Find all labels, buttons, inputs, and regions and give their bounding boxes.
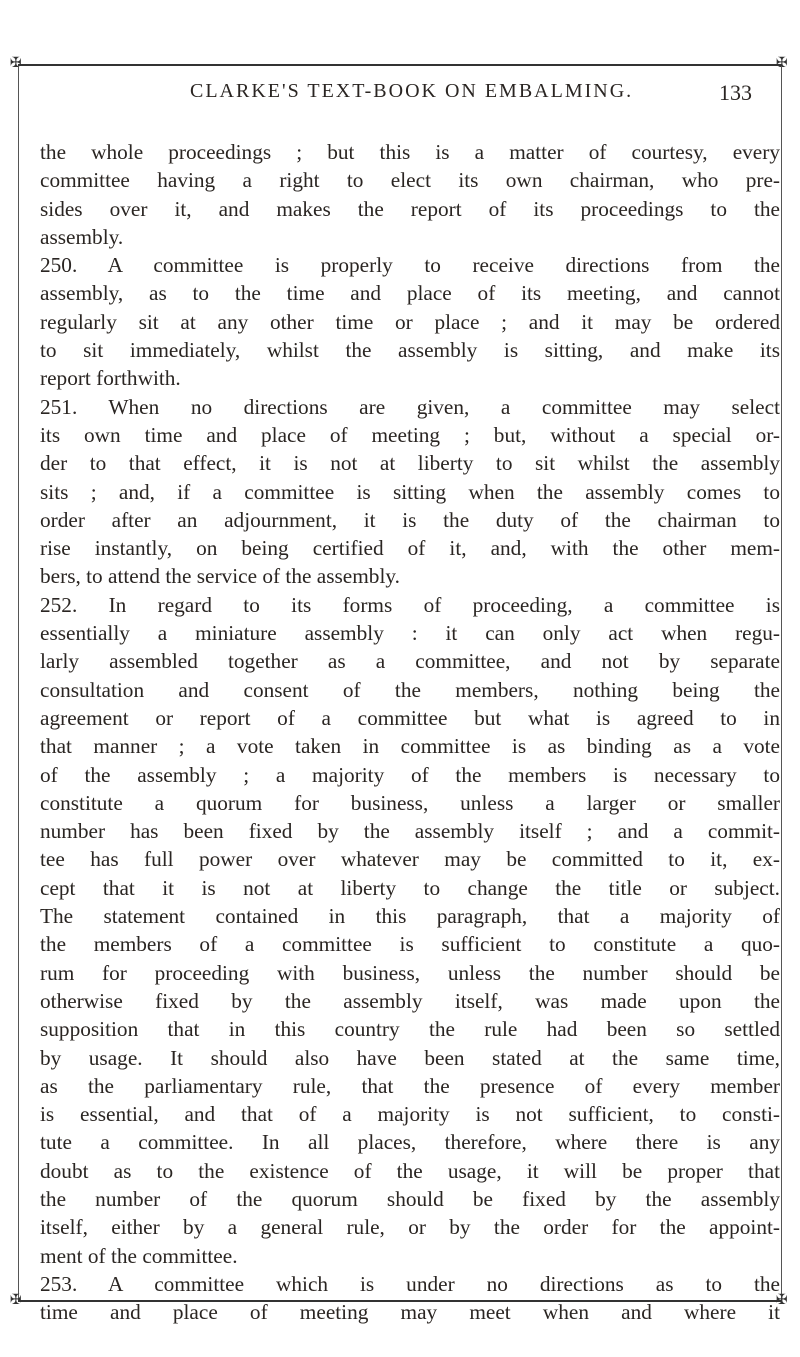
text-line: the number of the quorum should be fixed by the assembly — [40, 1186, 780, 1211]
text-line: agreement or report of a committee but what is agreed to in — [40, 705, 780, 730]
paragraph — [40, 138, 780, 251]
text-line: as the parliamentary rule, that the presence of every member — [40, 1073, 780, 1098]
corner-ornament-icon: ✠ — [10, 55, 22, 71]
text-line: tee has full power over whatever may be committed to it, ex- — [40, 847, 780, 872]
text-line: assembly. — [40, 224, 124, 249]
text-line: cept that it is not at liberty to change the title or subject. — [40, 875, 780, 900]
corner-ornament-icon: ✠ — [776, 55, 788, 71]
text-line: der to that effect, it is not at liberty to sit whilst the assembly — [40, 451, 780, 476]
text-line: supposition that in this country the rule had been so settled — [40, 1017, 780, 1042]
running-title: CLARKE'S TEXT-BOOK ON EMBALMING. — [190, 80, 634, 102]
right-border — [781, 66, 782, 1300]
paragraph — [40, 591, 780, 1270]
text-line: is essential, and that of a majority is not sufficient, to consti- — [40, 1102, 780, 1127]
text-line: to sit immediately, whilst the assembly is sitting, and make its — [40, 338, 780, 363]
text-line: bers, to attend the service of the assembly. — [40, 564, 400, 589]
text-line: 253. A committee which is under no directions as to the — [40, 1271, 780, 1296]
text-line: report forthwith. — [40, 366, 181, 391]
text-line: order after an adjournment, it is the duty of the chairman to — [40, 507, 780, 532]
text-line: 250. A committee is properly to receive directions from the — [40, 253, 780, 278]
text-line: itself, either by a general rule, or by the order for the appoint- — [40, 1215, 780, 1240]
corner-ornament-icon: ✠ — [10, 1292, 22, 1308]
text-line: constitute a quorum for business, unless a larger or smaller — [40, 790, 780, 815]
text-line: its own time and place of meeting ; but, without a special or- — [40, 422, 780, 447]
corner-ornament-icon: ✠ — [776, 1292, 788, 1308]
text-line: ment of the committee. — [40, 1243, 238, 1268]
paragraph — [40, 251, 780, 392]
text-line: time and place of meeting may meet when and where it — [40, 1300, 780, 1325]
text-line: otherwise fixed by the assembly itself, was made upon the — [40, 988, 780, 1013]
page-number: 133 — [719, 80, 752, 105]
text-line: sits ; and, if a committee is sitting when the assembly comes to — [40, 479, 780, 504]
text-line: rum for proceeding with business, unless the number should be — [40, 960, 780, 985]
text-line: sides over it, and makes the report of its proceedings to the — [40, 196, 780, 221]
text-line: number has been fixed by the assembly itself ; and a commit- — [40, 819, 780, 844]
text-line: that manner ; a vote taken in committee is as binding as a vote — [40, 734, 780, 759]
text-line: tute a committee. In all places, therefore, where there is any — [40, 1130, 780, 1155]
text-line: regularly sit at any other time or place ; and it may be ordered — [40, 309, 780, 334]
text-line: rise instantly, on being certified of it, and, with the other mem- — [40, 536, 780, 561]
text-line: the whole proceedings ; but this is a matter of courtesy, every — [40, 140, 780, 164]
text-line: larly assembled together as a committee, and not by separate — [40, 649, 780, 674]
text-line: 251. When no directions are given, a committee may select — [40, 394, 780, 419]
paragraph — [40, 1270, 780, 1327]
text-line: doubt as to the existence of the usage, it will be proper that — [40, 1158, 780, 1183]
top-rule — [18, 64, 782, 66]
text-line: of the assembly ; a majority of the members is necessary to — [40, 762, 780, 787]
text-line: The statement contained in this paragraph, that a majority of — [40, 904, 780, 929]
body-text — [40, 138, 780, 1326]
text-line: assembly, as to the time and place of its meeting, and cannot — [40, 281, 780, 306]
text-line: the members of a committee is sufficient to constitute a quo- — [40, 932, 780, 957]
paragraph — [40, 393, 780, 591]
left-border — [18, 66, 19, 1300]
text-line: committee having a right to elect its own chairman, who pre- — [40, 168, 780, 193]
text-line: consultation and consent of the members, nothing being the — [40, 677, 780, 702]
text-line: essentially a miniature assembly : it can only act when regu- — [40, 621, 780, 646]
text-line: 252. In regard to its forms of proceeding, a committee is — [40, 592, 780, 617]
text-line: by usage. It should also have been stated at the same time, — [40, 1045, 780, 1070]
running-header — [130, 80, 752, 110]
